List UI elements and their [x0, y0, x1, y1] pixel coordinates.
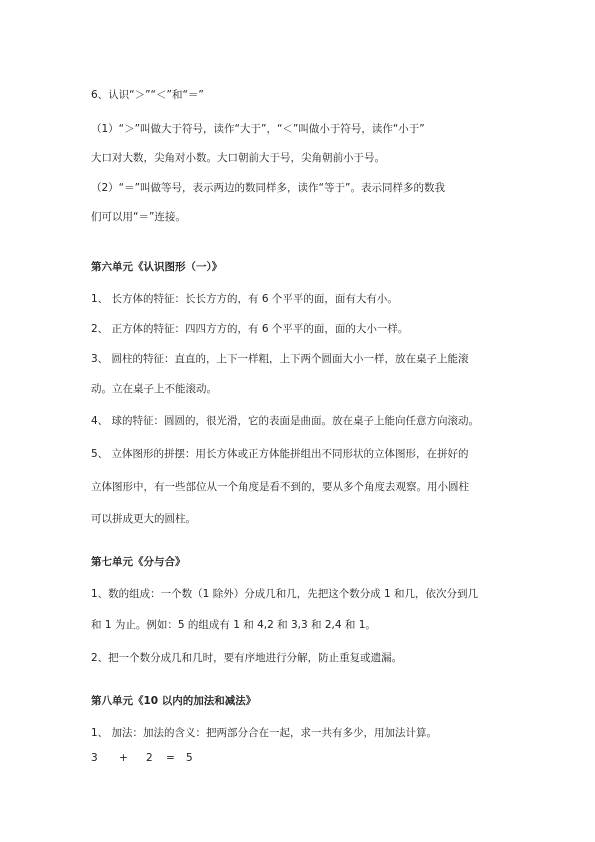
comparison-section-title: 6、认识“＞”“＜”和“＝” — [91, 89, 204, 101]
unit6-line-3: 3、 圆柱的特征：直直的，上下一样粗，上下两个圆面大小一样，放在桌子上能滚 — [91, 353, 469, 365]
unit7-line-1: 1、数的组成：一个数（1 除外）分成几和几，先把这个数分成 1 和几，依次分到几 — [91, 588, 479, 600]
comparison-line-4: 们可以用“＝”连接。 — [91, 211, 186, 223]
unit7-line-3: 2、把一个数分成几和几时，要有序地进行分解，防止重复或遗漏。 — [91, 652, 403, 664]
equation-sum: 5 — [186, 752, 193, 764]
equation-addend-2: 2 — [146, 752, 153, 764]
equation-equals-sign: = — [166, 752, 175, 764]
unit7-line-2: 和 1 为止。例如：5 的组成有 1 和 4,2 和 3,3 和 2,4 和 1。 — [91, 619, 376, 631]
equation-addend-1: 3 — [91, 752, 98, 764]
equation-plus-sign: + — [119, 752, 128, 764]
unit8-line-1: 1、 加法：加法的含义：把两部分合在一起，求一共有多少，用加法计算。 — [91, 727, 438, 739]
comparison-line-3: （2）“＝”叫做等号，表示两边的数同样多，读作“等于”。表示同样多的数我 — [91, 182, 445, 194]
unit7-heading: 第七单元《分与合》 — [91, 556, 186, 568]
unit6-line-5: 4、 球的特征：圆圆的，很光滑，它的表面是曲面。放在桌子上能向任意方向滚动。 — [91, 415, 480, 427]
unit6-line-2: 2、 正方体的特征：四四方方的，有 6 个平平的面，面的大小一样。 — [91, 323, 409, 335]
unit6-line-6: 5、 立体图形的拼摆：用长方体或正方体能拼组出不同形状的立体图形，在拼好的 — [91, 448, 469, 460]
unit6-line-4: 动。立在桌子上不能滚动。 — [91, 383, 217, 395]
unit6-line-8: 可以拼成更大的圆柱。 — [91, 513, 196, 525]
comparison-line-1: （1）“＞”叫做大于符号，读作“大于”，“＜”叫做小于符号，读作“小于” — [91, 123, 425, 135]
unit8-heading: 第八单元《10 以内的加法和减法》 — [91, 695, 257, 707]
unit6-line-7: 立体图形中，有一些部位从一个角度是看不到的，要从多个角度去观察。用小圆柱 — [91, 481, 469, 493]
comparison-line-2: 大口对大数，尖角对小数。大口朝前大于号，尖角朝前小于号。 — [91, 152, 385, 164]
unit6-heading: 第六单元《认识图形（一）》 — [91, 261, 223, 273]
unit6-line-1: 1、 长方体的特征：长长方方的，有 6 个平平的面，面有大有小。 — [91, 293, 398, 305]
